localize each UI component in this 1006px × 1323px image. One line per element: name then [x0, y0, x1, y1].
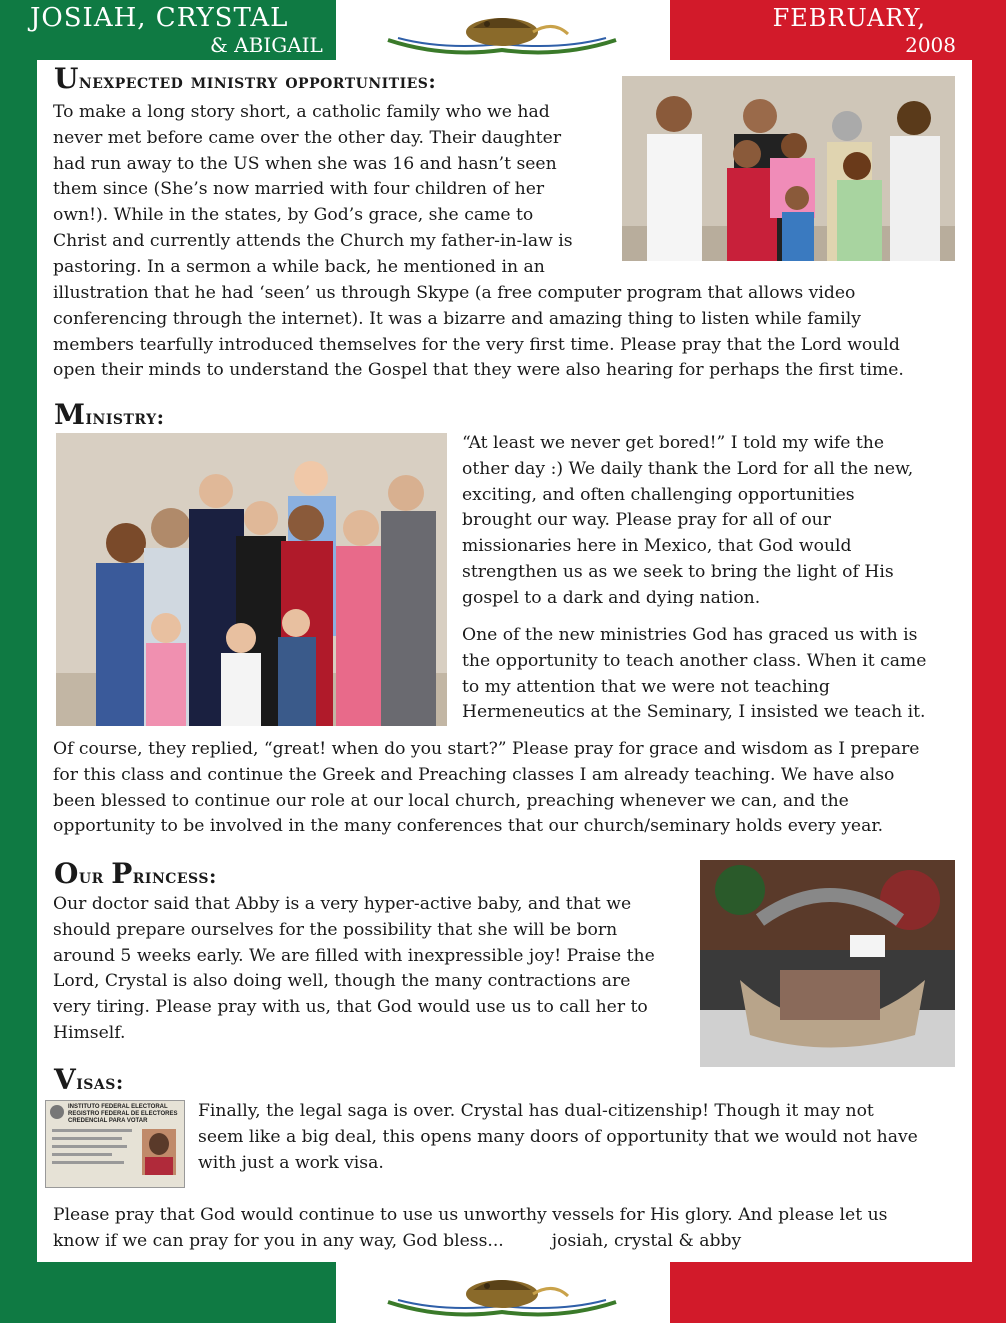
card-line: CREDENCIAL PARA VOTAR [68, 1118, 148, 1124]
mexican-eagle-emblem-icon [383, 10, 621, 56]
text-line: missionaries here in Mexico, that God would [462, 536, 852, 557]
text-line: illustration that he had ‘seen’ us through Skype (a free computer program that allows video [53, 283, 856, 303]
family-photo [622, 76, 955, 261]
section-title-unexpected: Unexpected ministry opportunities: [54, 62, 437, 95]
unexpected-paragraph-full [53, 281, 958, 384]
names-heading [30, 4, 323, 58]
text-line: around 5 weeks early. We are filled with inexpressible joy! Praise the [53, 945, 655, 966]
month-label: FEBRUARY, [772, 4, 926, 32]
text-line: the opportunity to teach another class. When it came [462, 650, 927, 671]
date-heading [772, 4, 956, 58]
text-line: opportunity to be involved in the many conferences that our church/seminary holds every year. [53, 816, 884, 837]
closing-paragraph [53, 1203, 958, 1255]
text-line: should prepare ourselves for the possibility that she will be born [53, 919, 618, 940]
card-text-stub [52, 1145, 127, 1148]
card-text-stub [52, 1161, 124, 1164]
signature: josiah, crystal & abby [551, 1230, 742, 1251]
text-line: Of course, they replied, “great! when do you start?” Please pray for grace and wisdom as I prepare [53, 739, 920, 759]
card-line: REGISTRO FEDERAL DE ELECTORES [68, 1111, 178, 1117]
text-line: been blessed to continue our role at our local church, preaching whenever we can, and the [53, 790, 849, 811]
text-line: seem like a big deal, this opens many doors of opportunity that we would not have [198, 1126, 918, 1147]
card-text-stub [52, 1129, 132, 1132]
text-line: To make a long story short, a catholic family who we had [53, 102, 550, 122]
text-line: Lord, Crystal is also doing well, though the many contractions are [53, 971, 631, 992]
text-line: with just a work visa. [198, 1152, 384, 1173]
text-line: them since (She’s now married with four children of her [53, 179, 545, 200]
names-line-1: JOSIAH, CRYSTAL [30, 3, 289, 33]
text-line: never met before came over the other day. Their daughter [53, 127, 562, 148]
voter-id-card [45, 1100, 185, 1188]
text-line: to my attention that we were not teaching [462, 676, 830, 697]
card-line: INSTITUTO FEDERAL ELECTORAL [68, 1104, 168, 1110]
ministry-paragraph-full [53, 737, 958, 840]
car-seat-photo [700, 860, 955, 1067]
text-line: other day :) We daily thank the Lord for all the new, [462, 458, 914, 479]
closing-text: know if we can pray for you in any way, God bless... [53, 1230, 504, 1251]
text-line: Hermeneutics at the Seminary, I insisted we teach it. [462, 702, 926, 723]
unexpected-paragraph-wrapped [53, 100, 593, 281]
text-line: members tearfully introduced themselves for the very first time. Please pray that the Lord would [53, 334, 900, 355]
text-line: own!). While in the states, by God’s grace, she came to [53, 205, 534, 226]
text-line: had run away to the US when she was 16 and hasn’t seen [53, 153, 557, 174]
names-line-2: & ABIGAIL [210, 33, 323, 57]
text-line: strengthen us as we seek to bring the light of His [462, 561, 894, 582]
text-line: very tiring. Please pray with us, that God would use us to call her to [53, 997, 648, 1018]
text-line: One of the new ministries God has graced us with is [462, 625, 918, 645]
group-photo [56, 433, 447, 726]
year-label: 2008 [905, 33, 956, 57]
text-line: gospel to a dark and dying nation. [462, 587, 761, 608]
text-line: for this class and continue the Greek and Preaching classes I am already teaching. We have also [53, 764, 895, 785]
text-line: exciting, and often challenging opportunities [462, 484, 855, 505]
section-title-ministry: Ministry: [54, 398, 165, 431]
card-header [68, 1104, 177, 1125]
newsletter-content [37, 60, 972, 1262]
seal-icon [50, 1105, 64, 1119]
visas-paragraph [198, 1099, 968, 1176]
section-title-visas: Visas: [54, 1063, 124, 1096]
text-line: pastoring. In a sermon a while back, he mentioned in an [53, 256, 545, 277]
text-line: Himself. [53, 1022, 126, 1043]
text-line: Finally, the legal saga is over. Crystal has dual-citizenship! Though it may not [198, 1101, 874, 1121]
text-line: Please pray that God would continue to use us unworthy vessels for His glory. And please let us [53, 1205, 888, 1225]
text-line: Our doctor said that Abby is a very hyper-active baby, and that we [53, 894, 632, 914]
section-title-princess: Our Princess: [54, 857, 217, 890]
ministry-paragraph-a [462, 431, 967, 612]
ministry-paragraph-b [462, 623, 967, 726]
text-line [53, 1229, 958, 1255]
text-line: “At least we never get bored!” I told my wife the [462, 433, 885, 453]
id-portrait [142, 1129, 176, 1175]
card-text-stub [52, 1137, 122, 1140]
mexican-eagle-emblem-icon [383, 1272, 621, 1318]
text-line: Christ and currently attends the Church my father-in-law is [53, 230, 573, 251]
princess-paragraph [53, 892, 693, 1047]
text-line: open their minds to understand the Gospel that they were also hearing for perhaps the first time. [53, 360, 904, 381]
card-text-stub [52, 1153, 112, 1156]
text-line: brought our way. Please pray for all of our [462, 510, 831, 531]
text-line: conferencing through the internet). It was a bizarre and amazing thing to listen while family [53, 308, 861, 329]
